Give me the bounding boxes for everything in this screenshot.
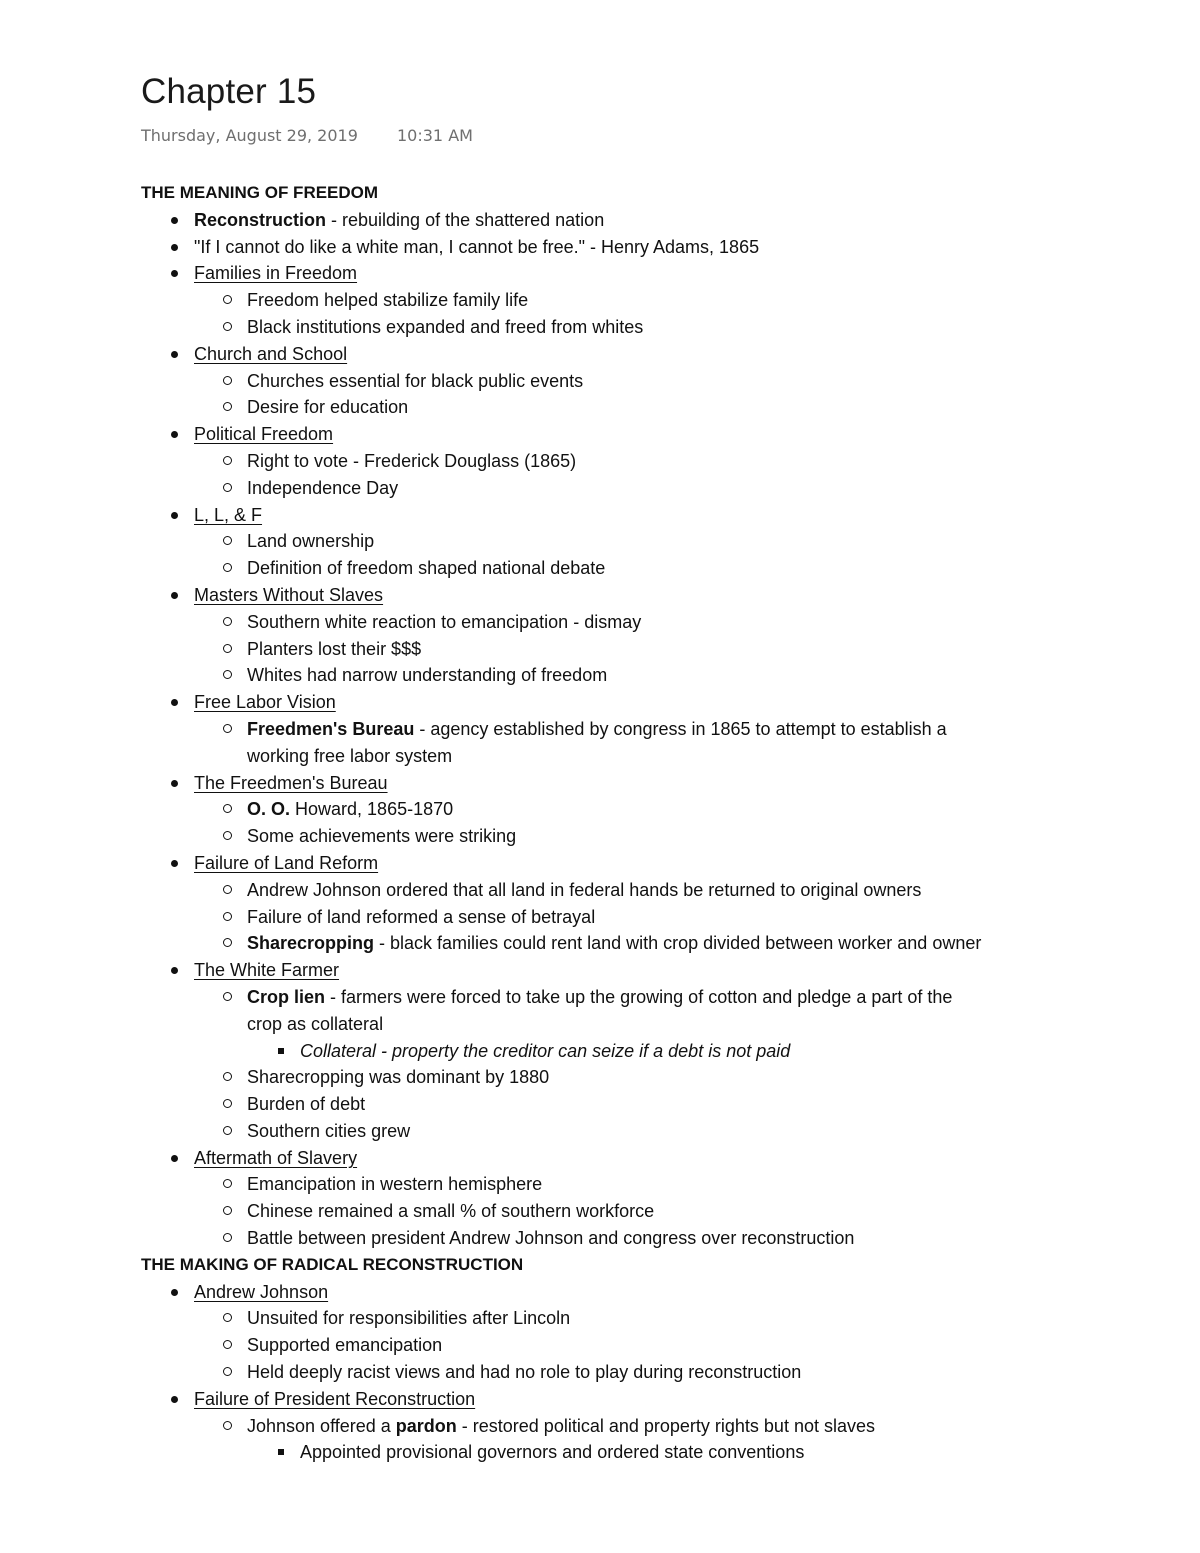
item-text: Desire for education — [247, 397, 409, 418]
topic-heading: Masters Without Slaves — [194, 584, 384, 605]
sub-list — [194, 368, 1181, 422]
bullet-marker — [171, 512, 178, 519]
item-text: Black institutions expanded and freed from whites — [247, 316, 644, 337]
sub-list — [194, 716, 1181, 770]
topic-heading: Church and School — [194, 343, 348, 364]
list-item — [141, 1145, 1181, 1172]
section-heading: THE MEANING OF FREEDOM — [141, 183, 379, 202]
bullet-marker — [171, 592, 178, 599]
list-item — [141, 260, 1181, 287]
circle-bullet-marker — [223, 644, 232, 653]
bullet-marker — [171, 1155, 178, 1162]
list-item — [194, 475, 1181, 502]
sub-list — [194, 287, 1181, 341]
note-date: Thursday, August 29, 2019 — [141, 126, 358, 145]
item-text: Chinese remained a small % of southern workforce — [247, 1201, 655, 1222]
list-item — [141, 341, 1181, 368]
circle-bullet-marker — [223, 831, 232, 840]
date-line — [141, 126, 473, 145]
item-text: Freedom helped stabilize family life — [247, 290, 529, 311]
topic-heading: Families in Freedom — [194, 263, 358, 284]
list-item — [141, 1386, 1181, 1413]
sub-list — [194, 1305, 1181, 1385]
page-title: Chapter 15 — [141, 72, 317, 111]
list-item — [141, 770, 1181, 797]
item-text: Battle between president Andrew Johnson and congress over reconstruction — [247, 1228, 855, 1249]
item-text: Johnson offered a — [247, 1415, 396, 1436]
circle-bullet-marker — [223, 456, 232, 465]
circle-bullet-marker — [223, 1340, 232, 1349]
circle-bullet-marker — [223, 1206, 232, 1215]
item-text: Whites had narrow understanding of freedom — [247, 665, 608, 686]
bullet-marker — [171, 270, 178, 277]
bullet-marker — [171, 244, 178, 251]
circle-bullet-marker — [223, 1421, 232, 1430]
circle-bullet-marker — [223, 912, 232, 921]
item-text: "If I cannot do like a white man, I cannot be free." - Henry Adams, 1865 — [194, 236, 760, 257]
list-item — [141, 957, 1181, 984]
bullet-marker — [171, 1289, 178, 1296]
list-item — [194, 823, 1181, 850]
bullet-marker — [171, 967, 178, 974]
item-text: Appointed provisional governors and ordered state conventions — [300, 1442, 805, 1463]
list-item — [194, 1198, 1181, 1225]
list-item — [194, 796, 1181, 823]
item-text: Andrew Johnson ordered that all land in federal hands be returned to original owners — [247, 879, 922, 900]
circle-bullet-marker — [223, 804, 232, 813]
list-item — [247, 1038, 1181, 1065]
sub-sub-list — [247, 1439, 1181, 1466]
item-text: Southern white reaction to emancipation - dismay — [247, 611, 642, 632]
list-item — [141, 689, 1181, 716]
square-bullet-marker — [278, 1048, 284, 1054]
bullet-marker — [171, 780, 178, 787]
list-item — [194, 287, 1181, 314]
item-text: Independence Day — [247, 477, 399, 498]
sub-list — [194, 609, 1181, 689]
list-item — [194, 394, 1181, 421]
list-item — [194, 1413, 1181, 1440]
item-text: Southern cities grew — [247, 1120, 411, 1141]
topic-heading: Andrew Johnson — [194, 1281, 329, 1302]
item-text-continued: working free labor system — [247, 745, 453, 766]
list-item — [247, 1439, 1181, 1466]
list-item — [141, 1279, 1181, 1306]
list-item — [194, 984, 1181, 1038]
item-text: Planters lost their $$$ — [247, 638, 422, 659]
item-text: Emancipation in western hemisphere — [247, 1174, 543, 1195]
section-heading: THE MAKING OF RADICAL RECONSTRUCTION — [141, 1254, 524, 1274]
circle-bullet-marker — [223, 938, 232, 947]
list-item — [194, 1225, 1181, 1252]
list-item — [194, 716, 1181, 770]
list-item — [194, 528, 1181, 555]
bullet-list — [141, 207, 1181, 1252]
sub-list — [194, 984, 1181, 1145]
term: O. O. — [247, 799, 291, 820]
bullet-marker — [171, 699, 178, 706]
item-text: Burden of debt — [247, 1094, 366, 1115]
list-item — [194, 930, 1181, 957]
item-text: Howard, 1865-1870 — [290, 799, 454, 820]
sub-list — [194, 877, 1181, 957]
circle-bullet-marker — [223, 563, 232, 572]
list-item — [194, 662, 1181, 689]
circle-bullet-marker — [223, 1179, 232, 1188]
list-item — [194, 1359, 1181, 1386]
item-text: - agency established by congress in 1865 to attempt to establish a — [414, 718, 947, 739]
circle-bullet-marker — [223, 724, 232, 733]
circle-bullet-marker — [223, 1072, 232, 1081]
list-item — [194, 1091, 1181, 1118]
item-text-continued: crop as collateral — [247, 1013, 384, 1034]
topic-heading: Failure of President Reconstruction — [194, 1388, 476, 1409]
topic-heading: Political Freedom — [194, 424, 334, 445]
item-text-continued: - restored political and property rights but not slaves — [456, 1415, 875, 1436]
item-text: Sharecropping was dominant by 1880 — [247, 1067, 550, 1088]
item-text: - black families could rent land with crop divided between worker and owner — [374, 933, 982, 954]
sub-list — [194, 796, 1181, 850]
item-text: - farmers were forced to take up the growing of cotton and pledge a part of the — [325, 986, 953, 1007]
list-item — [194, 904, 1181, 931]
list-item — [141, 421, 1181, 448]
list-item — [194, 448, 1181, 475]
list-item — [141, 502, 1181, 529]
bullet-marker — [171, 217, 178, 224]
topic-heading: The White Farmer — [194, 960, 340, 981]
list-item — [194, 1118, 1181, 1145]
list-item — [194, 555, 1181, 582]
circle-bullet-marker — [223, 885, 232, 894]
list-item — [194, 1305, 1181, 1332]
note-time: 10:31 AM — [397, 126, 473, 145]
bullet-list — [141, 1279, 1181, 1467]
note-content — [141, 180, 1181, 1466]
sub-list — [194, 1413, 1181, 1467]
term: Crop lien — [247, 986, 326, 1007]
bullet-marker — [171, 431, 178, 438]
list-item — [194, 1171, 1181, 1198]
list-item — [194, 1332, 1181, 1359]
list-item — [194, 368, 1181, 395]
list-item — [194, 609, 1181, 636]
bullet-marker — [171, 351, 178, 358]
circle-bullet-marker — [223, 322, 232, 331]
item-text: Definition of freedom shaped national debate — [247, 558, 606, 579]
sub-list — [194, 448, 1181, 502]
topic-heading: The Freedmen's Bureau — [194, 772, 388, 793]
circle-bullet-marker — [223, 992, 232, 1001]
topic-heading: Aftermath of Slavery — [194, 1147, 358, 1168]
item-text: Unsuited for responsibilities after Lincoln — [247, 1308, 571, 1329]
list-item — [141, 850, 1181, 877]
circle-bullet-marker — [223, 670, 232, 679]
circle-bullet-marker — [223, 1233, 232, 1242]
sub-sub-list — [247, 1038, 1181, 1065]
italic-note: Collateral - property the creditor can seize if a debt is not paid — [300, 1040, 791, 1061]
term: Reconstruction — [194, 209, 327, 230]
list-item — [194, 877, 1181, 904]
list-item — [194, 314, 1181, 341]
bullet-marker — [171, 860, 178, 867]
circle-bullet-marker — [223, 295, 232, 304]
list-item — [141, 207, 1181, 234]
sub-list — [194, 528, 1181, 582]
item-text: Land ownership — [247, 531, 375, 552]
list-item — [141, 234, 1181, 261]
item-text: - rebuilding of the shattered nation — [326, 209, 605, 230]
circle-bullet-marker — [223, 1313, 232, 1322]
list-item — [141, 582, 1181, 609]
sub-list — [194, 1171, 1181, 1251]
term: Sharecropping — [247, 933, 375, 954]
list-item — [194, 1064, 1181, 1091]
bullet-marker — [171, 1396, 178, 1403]
term: pardon — [395, 1415, 457, 1436]
circle-bullet-marker — [223, 536, 232, 545]
item-text: Failure of land reformed a sense of betrayal — [247, 906, 596, 927]
item-text: Held deeply racist views and had no role to play during reconstruction — [247, 1362, 802, 1383]
circle-bullet-marker — [223, 617, 232, 626]
circle-bullet-marker — [223, 483, 232, 492]
term: Freedmen's Bureau — [247, 718, 415, 739]
item-text: Supported emancipation — [247, 1335, 443, 1356]
topic-heading: L, L, & F — [194, 504, 263, 525]
item-text: Right to vote - Frederick Douglass (1865) — [247, 450, 577, 471]
square-bullet-marker — [278, 1449, 284, 1455]
item-text: Some achievements were striking — [247, 826, 517, 847]
list-item — [194, 636, 1181, 663]
circle-bullet-marker — [223, 402, 232, 411]
circle-bullet-marker — [223, 1126, 232, 1135]
circle-bullet-marker — [223, 1367, 232, 1376]
circle-bullet-marker — [223, 376, 232, 385]
item-text: Churches essential for black public events — [247, 370, 584, 391]
topic-heading: Free Labor Vision — [194, 692, 336, 713]
topic-heading: Failure of Land Reform — [194, 852, 379, 873]
circle-bullet-marker — [223, 1099, 232, 1108]
